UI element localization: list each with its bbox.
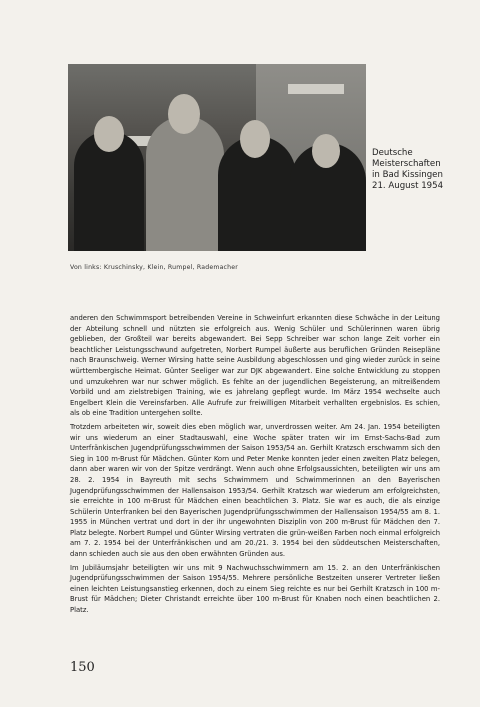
photo-person-2 [146,116,224,251]
body-text [70,313,440,619]
photo-head-3 [240,120,270,158]
photo-swimmers [68,64,366,251]
photo-caption-names: Von links: Kruschinsky, Klein, Rumpel, Rademacher [70,264,239,271]
photo-caption-right [372,148,472,192]
caption-line: 21. August 1954 [372,181,444,191]
paragraph: anderen den Schwimmsport betreibenden Vereine in Schweinfurt erkannten diese Schwäche in der Leitung der Abteilung schnell und nützten sie erfolgreich aus. Wenig Schüler und Schülerinnen waren übrig geblieben, der Großteil war bereits abgewandert. Bei Sepp Schreiber war schon lange Zeit vorher ein beachtlicher Leistungsschwund aufgetreten, Norbert Rumpel äußerte aus beruflichen Gründen Reisepläne nach Braunschweig. Werner Wirsing hatte seine Ausbildung abgeschlossen und ging wieder zurück in seine württembergische Heimat. Günter Seeliger war zur DJK abgewandert. Eine solche Entwicklung zu stoppen und umzukehren war nur schwer möglich. Es fehlte an der jugendlichen Begeisterung, an mitreißendem Vorbild und am zielstrebigen Training, wie es jahrelang gepflegt wurde. Im März 1954 wechselte auch Engelbert Klein die Vereinsfarben. Alle Aufrufe zur freiwilligen Mitarbeit verhallten ergebnislos. Es schien, als ob eine Tradition untergehen sollte. [70,314,440,418]
paragraph: Im Jubiläumsjahr beteiligten wir uns mit 9 Nachwuchsschwimmern am 15. 2. an den Unterfränkischen Jugendprüfungsschwimmen der Saison 1954/55. Mehrere persönliche Bestzeiten unserer Vertreter ließen einen leichten Leistungsanstieg erkennen, doch zu einem Sieg reichte es nur bei Gerhilt Kratzsch in 100 m-Brust für Mädchen; Dieter Christandt erreichte über 100 m-Brust für Knaben noch einen beachtlichen 2. Platz. [70,563,440,615]
photo-head-2 [168,94,200,134]
photo-head-1 [94,116,124,152]
page-number: 150 [70,660,95,675]
caption-line: in Bad Kissingen [372,170,443,180]
caption-line: Deutsche [372,148,413,158]
photo-head-4 [312,134,340,168]
photo-sign-einzelkabinen [288,84,344,94]
paragraph: Trotzdem arbeiteten wir, soweit dies eben möglich war, unverdrossen weiter. Am 24. Jan. 1954 beteiligten wir uns wiederum an einer Stadtauswahl, eine Woche später traten wir im Ernst-Sachs-Bad zum Unterfränkischen Jugendprüfungsschwimmen der Saison 1953/54 an. Gerhilt Kratzsch erschwamm sich den Sieg in 100 m-Brust für Mädchen. Günter Korn und Peter Menke konnten jeder einen zweiten Platz belegen, dann aber waren wir von der Spitze verdrängt. Wenn auch ohne Erfolgsaussichten, beteiligten wir uns am 28. 2. 1954 in Bayreuth mit sechs Schwimmern und Schwimmerinnen an den Bayerischen Jugendprüfungsschwimmen der Hallensaison 1953/54. Gerhilt Kratzsch war wiederum am erfolgreichsten, sie erreichte in 100 m-Brust für Mädchen einen beachtlichen 3. Platz. Sie war es auch, die als einzige Schülerin Unterfranken bei den Bayerischen Jugendprüfungsschwimmen der Hallensaison 1954/55 am 8. 1. 1955 in München vertrat und dort in der ihr ungewohnten Disziplin von 200 m-Brust für Mädchen den 7. Platz belegte. Norbert Rumpel und Günter Wirsing vertraten die grün-weißen Farben noch einmal erfolgreich am 7. 2. 1954 bei der Unterfränkischen und am 20./21. 3. 1954 bei den süddeutschen Meisterschaften, dann schieden auch sie aus den oben erwähnten Gründen aus. [70,422,440,559]
caption-line: Meisterschaften [372,159,441,169]
